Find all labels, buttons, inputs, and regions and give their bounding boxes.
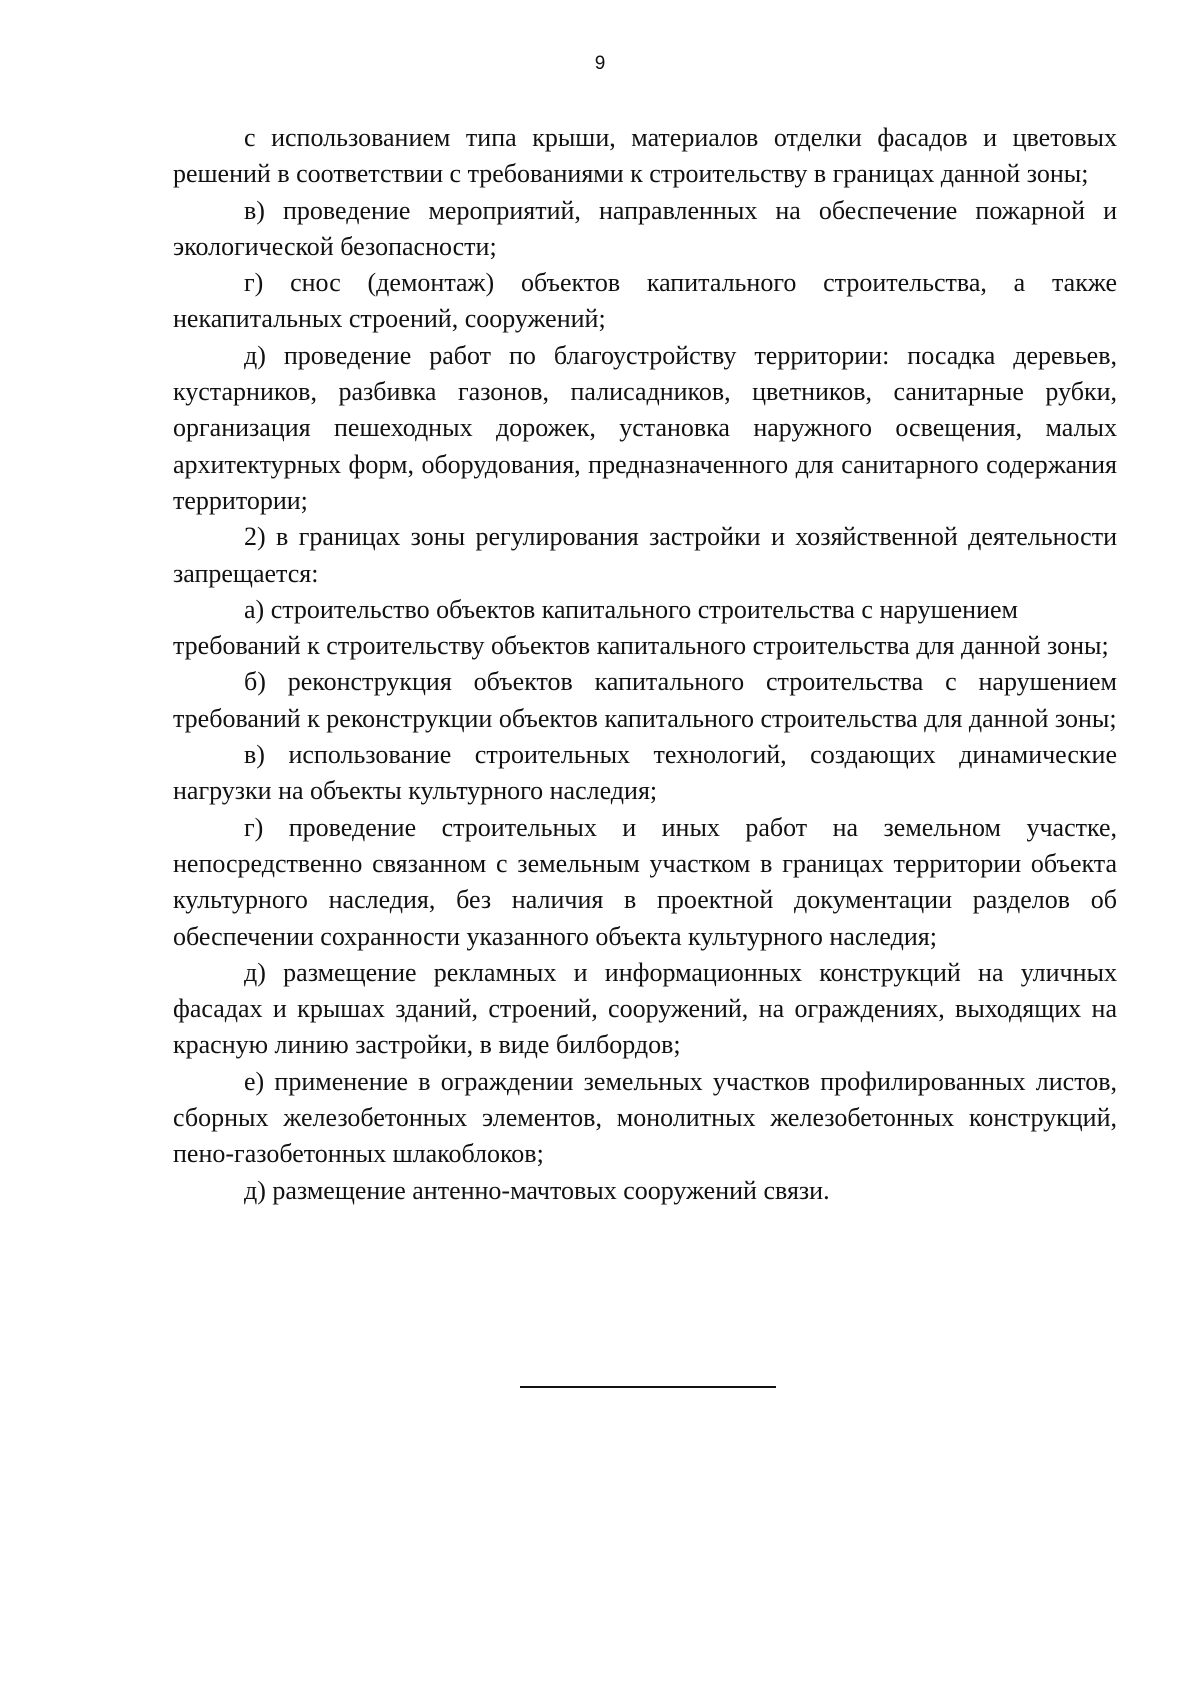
paragraph-item-d-antennas: д) размещение антенно-мачтовых сооружений связи. xyxy=(244,1175,830,1205)
paragraph-item-a-construction: а) строительство объектов капитального строительства с нарушением требований к строительству объектов капитального строительства для данной зоны; xyxy=(173,594,1109,661)
paragraph-item-v-technologies: в) использование строительных технологий, создающих динамические нагрузки на объекты культурного наследия; xyxy=(173,740,1117,806)
paragraph-item-d-advertising: д) размещение рекламных и информационных конструкций на уличных фасадах и крышах зданий, строений, сооружений, на ограждениях, выходящих на красную линию застройки, в виде билбордов; xyxy=(173,957,1117,1060)
paragraph-item-g-demolition: г) снос (демонтаж) объектов капитального строительства, а также некапитальных строений, сооружений; xyxy=(173,268,1117,334)
paragraph-item-b-reconstruction: б) реконструкция объектов капитального строительства с нарушением требований к реконструкции объектов капитального строительства для данной зоны; xyxy=(173,667,1117,733)
page-number: 9 xyxy=(594,53,606,74)
paragraph-item-v-fire-safety: в) проведение мероприятий, направленных на обеспечение пожарной и экологической безопасности; xyxy=(173,195,1117,261)
paragraph-item-g-works: г) проведение строительных и иных работ на земельном участке, непосредственно связанном с земельным участком в границах территории объекта культурного наследия, без наличия в проектной документации разделов об обеспечении сохранности указанного объекта культурного наследия; xyxy=(173,812,1117,951)
paragraph-item-d-landscaping: д) проведение работ по благоустройству территории: посадка деревьев, кустарников, разбивка газонов, палисадников, цветников, санитарные рубки, организация пешеходных дорожек, установка наружного освещения, малых архитектурных форм, оборудования, предназначенного для санитарного содержания территории; xyxy=(173,340,1117,515)
paragraph-section-2-prohibited: 2) в границах зоны регулирования застройки и хозяйственной деятельности запрещается: xyxy=(173,522,1117,588)
document-body xyxy=(173,120,1117,1209)
paragraph-item-e-fencing: е) применение в ограждении земельных участков профилированных листов, сборных железобетонных элементов, монолитных железобетонных конструкций, пено-газобетонных шлакоблоков; xyxy=(173,1066,1117,1169)
paragraph-continuation: с использованием типа крыши, материалов отделки фасадов и цветовых решений в соответствии с требованиями к строительству в границах данной зоны; xyxy=(173,123,1117,189)
closing-rule xyxy=(520,1386,776,1388)
